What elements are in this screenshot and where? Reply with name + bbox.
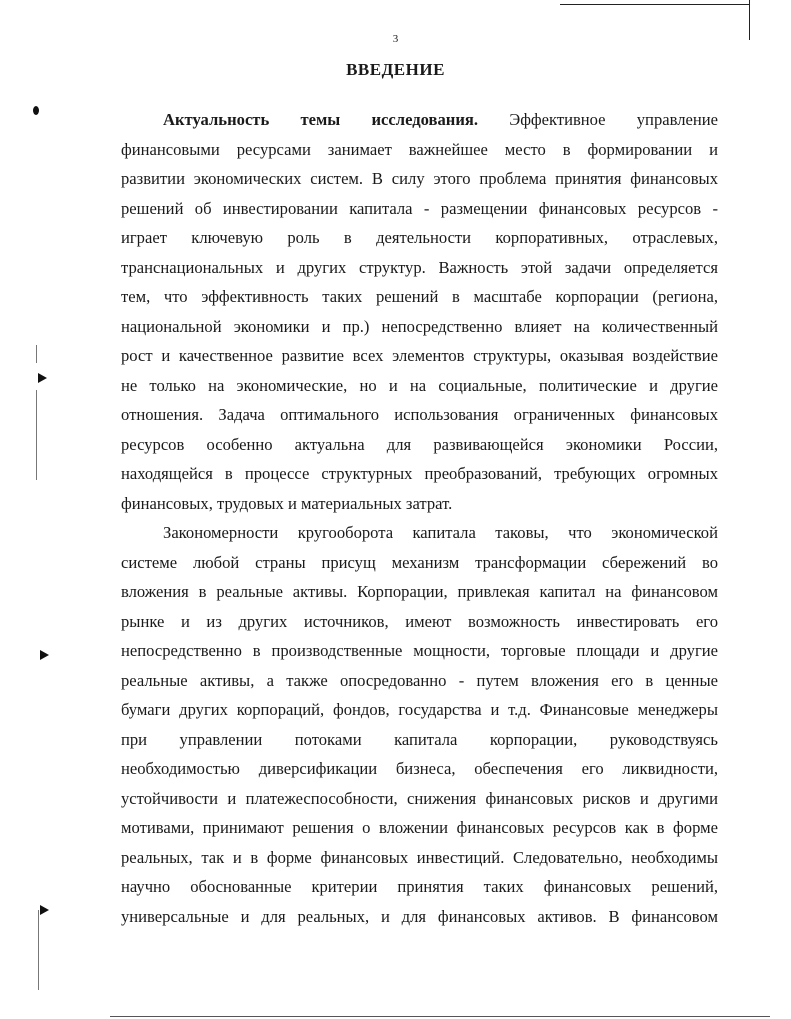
text-line: финансовыми ресурсами занимает важнейшее место в формировании и	[121, 139, 718, 159]
text-line: рынке и из других источников, имеют возможность инвестировать его	[121, 611, 718, 631]
scan-margin-line	[38, 910, 39, 990]
page-number: 3	[392, 33, 399, 45]
text-line: Актуальность темы исследования. Эффективное управление	[163, 110, 718, 129]
scan-arrow-mark	[40, 650, 49, 660]
scan-margin-line	[36, 390, 37, 480]
text-line: реальные активы, а также опосредованно - путем вложения его в ценные	[121, 670, 718, 690]
text-line: бумаги других корпораций, фондов, государства и т.д. Финансовые менеджеры	[121, 700, 718, 719]
page-title: ВВЕДЕНИЕ	[346, 60, 445, 79]
text-line: находящейся в процессе структурных преобразований, требующих огромных	[121, 464, 718, 483]
text-line: финансовых, трудовых и материальных затрат.	[121, 493, 453, 513]
scan-dot-mark	[33, 106, 39, 115]
scan-edge-bottom	[110, 1016, 770, 1017]
text-line: рост и качественное развитие всех элементов структуры, оказывая воздействие	[121, 346, 718, 365]
scan-edge-top	[560, 4, 750, 5]
text-line: реальных, так и в форме финансовых инвестиций. Следовательно, необходимы	[121, 847, 718, 867]
text-line: мотивами, принимают решения о вложении финансовых ресурсов как в форме	[121, 818, 718, 837]
text-line: научно обоснованные критерии принятия таких финансовых решений,	[121, 877, 718, 896]
text-line: развитии экономических систем. В силу этого проблема принятия финансовых	[121, 169, 718, 188]
scan-arrow-mark	[40, 905, 49, 915]
lead-phrase: Актуальность темы исследования.	[163, 110, 479, 129]
text-line: ресурсов особенно актуальна для развивающейся экономики России,	[121, 434, 718, 454]
text-line: не только на экономические, но и на социальные, политические и другие	[121, 375, 718, 395]
text-line: играет ключевую роль в деятельности корпоративных, отраслевых,	[121, 228, 718, 247]
text-line: универсальные и для реальных, и для финансовых активов. В финансовом	[121, 906, 718, 926]
scan-arrow-mark	[38, 373, 47, 383]
text-line: транснациональных и других структур. Важность этой задачи определяется	[121, 257, 718, 277]
text-line: непосредственно в производственные мощности, торговые площади и другие	[121, 641, 718, 660]
text-line: тем, что эффективность таких решений в масштабе корпорации (региона,	[121, 287, 718, 306]
text-line: вложения в реальные активы. Корпорации, привлекая капитал на финансовом	[121, 582, 718, 601]
text-line: отношения. Задача оптимального использования ограниченных финансовых	[121, 405, 718, 424]
body-text	[121, 105, 718, 931]
text-line: при управлении потоками капитала корпорации, руководствуясь	[121, 729, 718, 749]
text-line: Закономерности кругооборота капитала таковы, что экономической	[163, 523, 718, 542]
text-line: национальной экономики и пр.) непосредственно влияет на количественный	[121, 316, 718, 336]
text-line: необходимостью диверсификации бизнеса, обеспечения его ликвидности,	[121, 759, 718, 778]
scan-margin-line	[36, 345, 37, 363]
text-line: устойчивости и платежеспособности, снижения финансовых рисков и другими	[121, 788, 718, 808]
text-line: системе любой страны присущ механизм трансформации сбережений во	[121, 552, 718, 572]
text-line: решений об инвестировании капитала - размещении финансовых ресурсов -	[121, 198, 718, 218]
